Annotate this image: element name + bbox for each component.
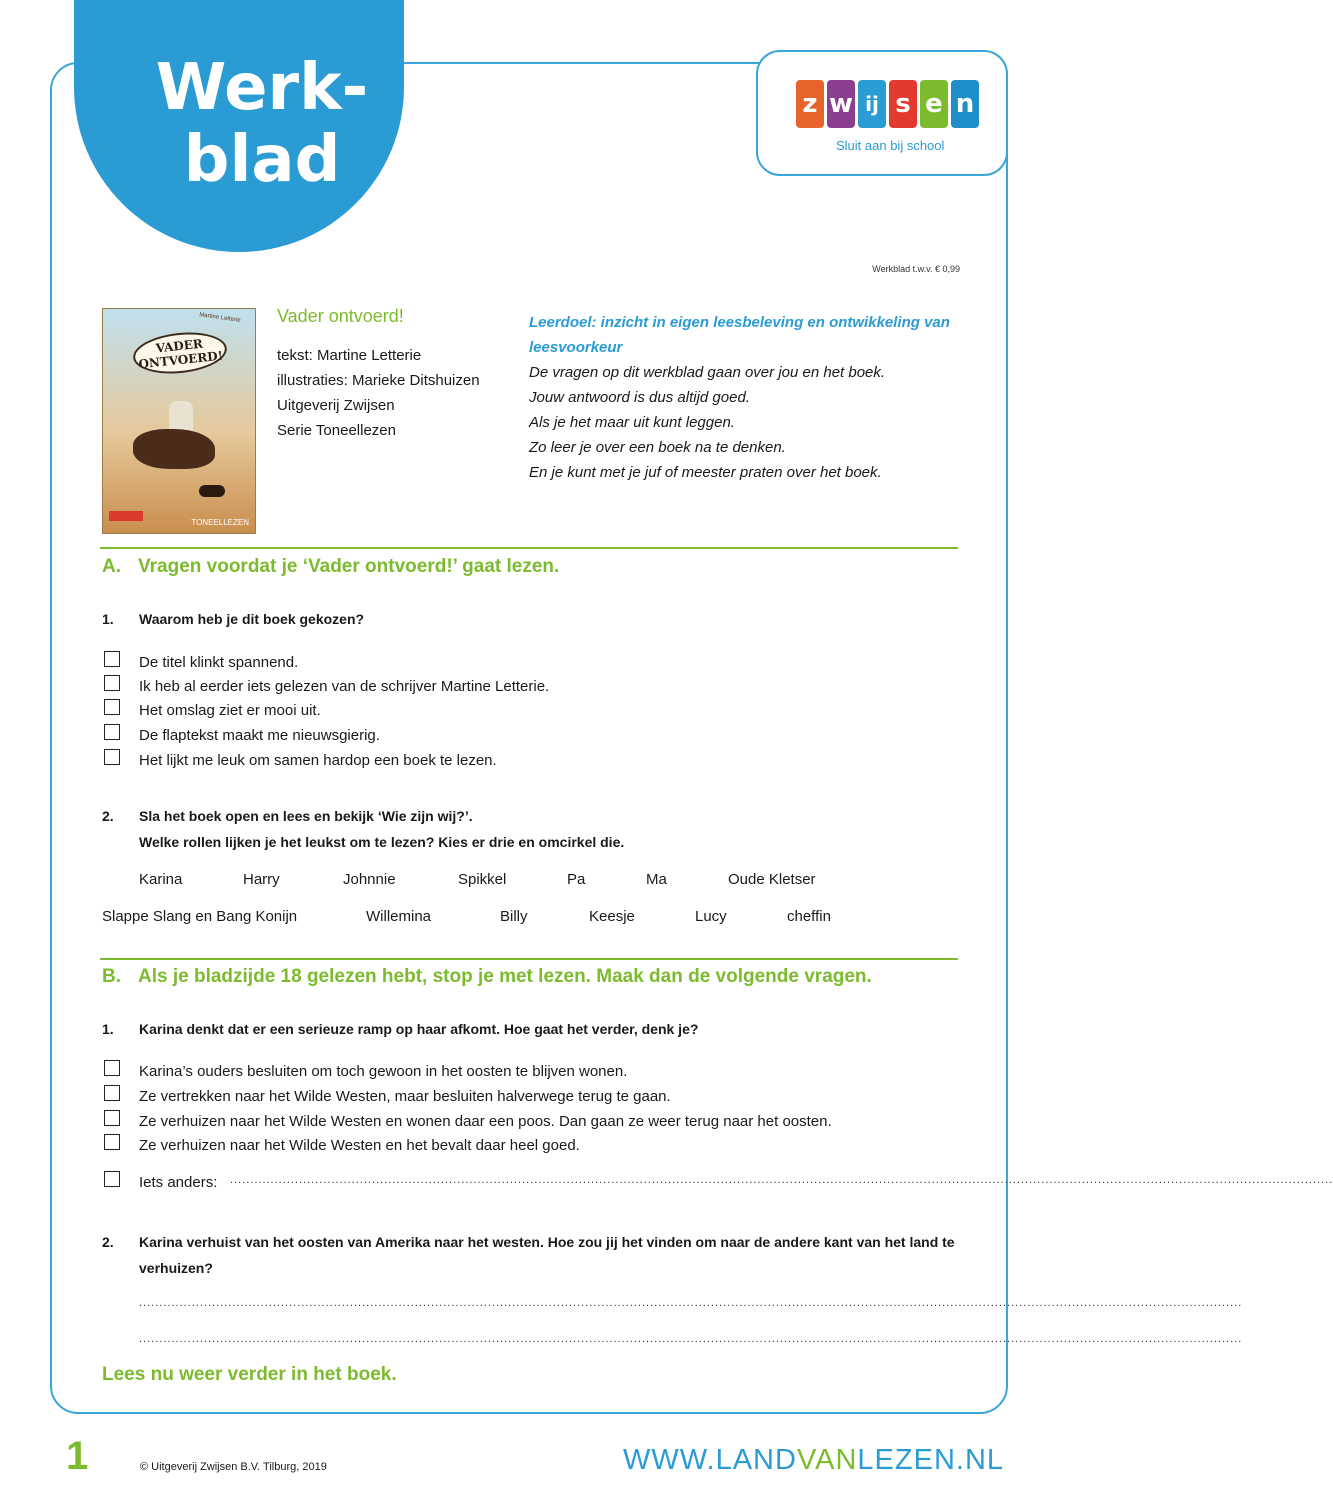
- zwijsen-logo: [756, 50, 1008, 176]
- option-label: Het omslag ziet er mooi uit.: [139, 702, 321, 719]
- logo-tile-5: n: [951, 80, 979, 128]
- option-label: Ze vertrekken naar het Wilde Westen, maar besluiten halverwege terug te gaan.: [139, 1088, 671, 1105]
- role-option[interactable]: Willemina: [366, 908, 432, 925]
- section-divider: [100, 958, 958, 960]
- option-label: Ze verhuizen naar het Wilde Westen en wonen daar een poos. Dan gaan ze weer terug naar het oosten.: [139, 1113, 832, 1130]
- cover-title: VADER ONTVOERD!: [131, 328, 229, 378]
- goal-line: Zo leer je over een boek na te denken.: [529, 439, 786, 456]
- werkblad-title: [132, 52, 392, 196]
- title-line-2: blad: [183, 123, 341, 197]
- answer-line[interactable]: ................................................................................................................................................................................................................................................................................: [139, 1333, 1243, 1345]
- answer-line[interactable]: ................................................................................................................................................................................................................................................................................: [139, 1297, 1243, 1309]
- cover-dog: [199, 485, 225, 497]
- question-text: Waarom heb je dit boek gekozen?: [139, 611, 365, 627]
- url-part: VAN: [796, 1444, 858, 1476]
- url-part: WWW.LAND: [623, 1444, 797, 1476]
- cover-publisher-badge: [109, 511, 143, 521]
- role-option[interactable]: Billy: [500, 908, 528, 925]
- question-text: Welke rollen lijken je het leukst om te lezen? Kies er drie en omcirkel die.: [139, 834, 625, 850]
- role-option[interactable]: Karina: [139, 871, 183, 888]
- option-label: Ze verhuizen naar het Wilde Westen en het bevalt daar heel goed.: [139, 1137, 580, 1154]
- book-title: Vader ontvoerd!: [277, 306, 404, 326]
- section-divider: [100, 547, 958, 549]
- checkbox[interactable]: [104, 749, 120, 765]
- question-number: 1.: [102, 611, 114, 627]
- logo-tile-1: w: [827, 80, 855, 128]
- goal-line: Als je het maar uit kunt leggen.: [529, 414, 735, 431]
- checkbox[interactable]: [104, 675, 120, 691]
- checkbox[interactable]: [104, 1110, 120, 1126]
- checkbox[interactable]: [104, 1060, 120, 1076]
- question-b1: [102, 1016, 955, 1042]
- book-series: Serie Toneellezen: [277, 422, 396, 439]
- page-number: 1: [66, 1434, 89, 1478]
- cover-bull: [133, 429, 215, 469]
- role-option[interactable]: Pa: [567, 871, 586, 888]
- checkbox[interactable]: [104, 651, 120, 667]
- goal-line: De vragen op dit werkblad gaan over jou en het boek.: [529, 364, 886, 381]
- option-label: Het lijkt me leuk om samen hardop een boek te lezen.: [139, 752, 497, 769]
- logo-tile-4: e: [920, 80, 948, 128]
- logo-tile-0: z: [796, 80, 824, 128]
- section-b-heading: [102, 966, 872, 988]
- question-text: Sla het boek open en lees en bekijk ‘Wie zijn wij?’.: [139, 808, 473, 824]
- role-option[interactable]: Harry: [243, 871, 280, 888]
- goal-line: Jouw antwoord is dus altijd goed.: [529, 389, 750, 406]
- role-option[interactable]: Slappe Slang en Bang Konijn: [102, 908, 298, 925]
- section-b-title: Als je bladzijde 18 gelezen hebt, stop je met lezen. Maak dan de volgende vragen.: [138, 966, 872, 987]
- goal-line: En je kunt met je juf of meester praten over het boek.: [529, 464, 882, 481]
- role-option[interactable]: Lucy: [695, 908, 727, 925]
- cover-series: TONEELLEZEN: [191, 518, 249, 527]
- question-number: 2.: [102, 1234, 114, 1250]
- website-url[interactable]: [623, 1444, 1004, 1477]
- book-publisher: Uitgeverij Zwijsen: [277, 397, 395, 414]
- book-illustrator: illustraties: Marieke Ditshuizen: [277, 372, 480, 389]
- cover-author: Martine Letterie: [198, 312, 241, 324]
- option-label: Karina’s ouders besluiten om toch gewoon in het oosten te blijven wonen.: [139, 1063, 628, 1080]
- question-number: 1.: [102, 1021, 114, 1037]
- role-option[interactable]: Keesje: [589, 908, 635, 925]
- learning-goal: [529, 310, 959, 485]
- learning-goal-heading: Leerdoel: inzicht in eigen leesbeleving en ontwikkeling van leesvoorkeur: [529, 314, 950, 356]
- role-option[interactable]: cheffin: [787, 908, 831, 925]
- question-a1: [102, 606, 955, 632]
- url-part: LEZEN.NL: [857, 1444, 1005, 1476]
- question-b2: [102, 1229, 955, 1281]
- question-text: Karina denkt dat er een serieuze ramp op haar afkomt. Hoe gaat het verder, denk je?: [139, 1021, 699, 1037]
- title-line-1: Werk-: [155, 51, 369, 125]
- question-number: 2.: [102, 808, 114, 824]
- logo-tile-3: s: [889, 80, 917, 128]
- closing-instruction: Lees nu weer verder in het boek.: [102, 1364, 397, 1385]
- role-option[interactable]: Spikkel: [458, 871, 507, 888]
- question-a2: [102, 803, 955, 855]
- option-label: De flaptekst maakt me nieuwsgierig.: [139, 727, 380, 744]
- checkbox[interactable]: [104, 699, 120, 715]
- role-option[interactable]: Johnnie: [343, 871, 396, 888]
- checkbox[interactable]: [104, 1085, 120, 1101]
- section-a-heading: [102, 556, 559, 578]
- book-author: tekst: Martine Letterie: [277, 347, 422, 364]
- section-a-letter: A.: [102, 556, 121, 577]
- option-label: Ik heb al eerder iets gelezen van de schrijver Martine Letterie.: [139, 678, 550, 695]
- answer-line[interactable]: ................................................................................................................................................................................................................................................................................: [230, 1174, 1333, 1186]
- price-note: Werkblad t.w.v. € 0,99: [872, 264, 960, 274]
- option-label: De titel klinkt spannend.: [139, 654, 299, 671]
- book-cover-image: [102, 308, 256, 534]
- option-label: Iets anders:: [139, 1174, 218, 1191]
- checkbox[interactable]: [104, 1134, 120, 1150]
- logo-tagline: Sluit aan bij school: [836, 138, 945, 153]
- logo-tile-2: ij: [858, 80, 886, 128]
- question-text: Karina verhuist van het oosten van Amerika naar het westen. Hoe zou jij het vinden om naar de andere kant van het land te verhuizen?: [139, 1234, 955, 1276]
- checkbox[interactable]: [104, 724, 120, 740]
- section-a-title: Vragen voordat je ‘Vader ontvoerd!’ gaat lezen.: [138, 556, 560, 577]
- book-info: [277, 306, 517, 443]
- checkbox[interactable]: [104, 1171, 120, 1187]
- role-option[interactable]: Oude Kletser: [728, 871, 816, 888]
- logo-tiles: [796, 80, 979, 128]
- role-option[interactable]: Ma: [646, 871, 667, 888]
- section-b-letter: B.: [102, 966, 121, 987]
- copyright: © Uitgeverij Zwijsen B.V. Tilburg, 2019: [140, 1461, 327, 1473]
